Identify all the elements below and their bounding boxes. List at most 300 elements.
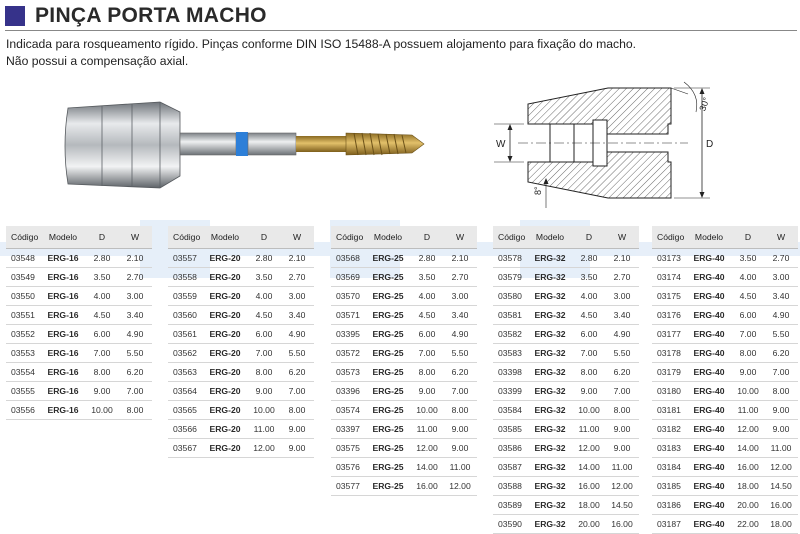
table-row xyxy=(493,382,639,401)
cell-codigo: 03578 xyxy=(493,249,527,268)
cell-codigo: 03558 xyxy=(168,268,202,287)
cell-d: 2.80 xyxy=(573,249,605,268)
cell-d: 14.00 xyxy=(573,458,605,477)
cell-w: 8.00 xyxy=(764,382,798,401)
dimension-d-label: D xyxy=(706,139,714,150)
col-header-modelo: Modelo xyxy=(40,226,86,249)
cell-codigo: 03396 xyxy=(331,382,365,401)
table-row xyxy=(652,268,798,287)
cell-d: 7.00 xyxy=(86,344,118,363)
cell-codigo: 03556 xyxy=(6,401,40,420)
cell-codigo: 03568 xyxy=(331,249,365,268)
table-row xyxy=(6,325,152,344)
cell-d: 4.00 xyxy=(86,287,118,306)
cell-w: 3.40 xyxy=(605,306,639,325)
table-row xyxy=(6,249,152,268)
cell-modelo: ERG-16 xyxy=(40,382,86,401)
cell-d: 4.00 xyxy=(573,287,605,306)
cell-w: 7.00 xyxy=(605,382,639,401)
table-body xyxy=(493,249,639,534)
cell-w: 3.40 xyxy=(280,306,314,325)
table-row xyxy=(331,382,477,401)
cell-modelo: ERG-16 xyxy=(40,249,86,268)
cell-w: 3.00 xyxy=(443,287,477,306)
table-row xyxy=(168,249,314,268)
cell-w: 9.00 xyxy=(280,420,314,439)
table-row xyxy=(493,401,639,420)
table-row xyxy=(6,363,152,382)
cell-modelo: ERG-40 xyxy=(686,249,732,268)
cell-w: 12.00 xyxy=(764,458,798,477)
cell-d: 8.00 xyxy=(732,344,764,363)
cell-codigo: 03580 xyxy=(493,287,527,306)
table-row xyxy=(331,477,477,496)
cell-modelo: ERG-40 xyxy=(686,306,732,325)
cell-codigo: 03590 xyxy=(493,515,527,534)
cell-codigo: 03582 xyxy=(493,325,527,344)
cell-w: 2.10 xyxy=(443,249,477,268)
cell-codigo: 03587 xyxy=(493,458,527,477)
cell-d: 11.00 xyxy=(248,420,280,439)
product-description xyxy=(6,36,786,70)
cell-codigo: 03548 xyxy=(6,249,40,268)
table-row xyxy=(652,458,798,477)
cell-d: 11.00 xyxy=(573,420,605,439)
cell-w: 14.50 xyxy=(605,496,639,515)
cell-codigo: 03585 xyxy=(493,420,527,439)
col-header-d: D xyxy=(248,226,280,249)
cell-codigo: 03589 xyxy=(493,496,527,515)
table-row xyxy=(493,325,639,344)
cell-w: 5.50 xyxy=(280,344,314,363)
cell-w: 3.40 xyxy=(764,287,798,306)
cell-w: 12.00 xyxy=(605,477,639,496)
table-row xyxy=(493,287,639,306)
cell-w: 6.20 xyxy=(118,363,152,382)
table-row xyxy=(331,249,477,268)
cell-modelo: ERG-25 xyxy=(365,382,411,401)
dimension-w-label: W xyxy=(496,139,506,150)
cell-modelo: ERG-16 xyxy=(40,344,86,363)
cell-modelo: ERG-32 xyxy=(527,249,573,268)
cell-d: 11.00 xyxy=(411,420,443,439)
table-row xyxy=(652,344,798,363)
col-header-w: W xyxy=(764,226,798,249)
cell-d: 20.00 xyxy=(732,496,764,515)
cell-d: 14.00 xyxy=(732,439,764,458)
cell-d: 9.00 xyxy=(248,382,280,401)
cell-d: 2.80 xyxy=(248,249,280,268)
table-row xyxy=(168,306,314,325)
cell-w: 7.00 xyxy=(764,363,798,382)
cell-d: 7.00 xyxy=(248,344,280,363)
cell-w: 4.90 xyxy=(118,325,152,344)
cell-d: 3.50 xyxy=(248,268,280,287)
table-row xyxy=(331,458,477,477)
cell-modelo: ERG-16 xyxy=(40,287,86,306)
cell-d: 2.80 xyxy=(86,249,118,268)
cell-modelo: ERG-25 xyxy=(365,325,411,344)
header-accent-square xyxy=(5,6,25,26)
cell-codigo: 03552 xyxy=(6,325,40,344)
cell-d: 20.00 xyxy=(573,515,605,534)
table-row xyxy=(652,363,798,382)
cell-codigo: 03397 xyxy=(331,420,365,439)
cell-modelo: ERG-40 xyxy=(686,515,732,534)
table-body xyxy=(168,249,314,458)
table-row xyxy=(168,268,314,287)
cell-d: 4.50 xyxy=(573,306,605,325)
description-line-2: Não possui a compensação axial. xyxy=(6,54,189,68)
cell-w: 6.20 xyxy=(280,363,314,382)
col-header-d: D xyxy=(732,226,764,249)
table-row xyxy=(331,287,477,306)
col-header-codigo: Código xyxy=(331,226,365,249)
cell-codigo: 03555 xyxy=(6,382,40,401)
col-header-codigo: Código xyxy=(168,226,202,249)
cell-d: 4.50 xyxy=(732,287,764,306)
cell-w: 9.00 xyxy=(605,439,639,458)
cell-codigo: 03573 xyxy=(331,363,365,382)
table-row xyxy=(6,344,152,363)
table-row xyxy=(331,344,477,363)
cell-w: 11.00 xyxy=(764,439,798,458)
cell-d: 6.00 xyxy=(411,325,443,344)
cell-codigo: 03395 xyxy=(331,325,365,344)
cell-modelo: ERG-25 xyxy=(365,268,411,287)
table-row xyxy=(652,515,798,534)
cell-w: 2.10 xyxy=(118,249,152,268)
cell-codigo: 03398 xyxy=(493,363,527,382)
cell-d: 12.00 xyxy=(411,439,443,458)
cell-w: 14.50 xyxy=(764,477,798,496)
cell-w: 9.00 xyxy=(764,401,798,420)
table-row xyxy=(652,249,798,268)
col-header-w: W xyxy=(605,226,639,249)
table-row xyxy=(168,344,314,363)
cell-d: 6.00 xyxy=(86,325,118,344)
table-row xyxy=(331,401,477,420)
table-row xyxy=(652,287,798,306)
cell-modelo: ERG-25 xyxy=(365,363,411,382)
cell-d: 12.00 xyxy=(732,420,764,439)
table-body xyxy=(331,249,477,496)
cell-codigo: 03563 xyxy=(168,363,202,382)
cell-codigo: 03179 xyxy=(652,363,686,382)
cell-d: 10.00 xyxy=(573,401,605,420)
cell-w: 4.90 xyxy=(280,325,314,344)
cell-codigo: 03187 xyxy=(652,515,686,534)
cell-modelo: ERG-25 xyxy=(365,477,411,496)
cell-w: 2.70 xyxy=(280,268,314,287)
table-row xyxy=(493,477,639,496)
table-row xyxy=(652,496,798,515)
cell-w: 8.00 xyxy=(443,401,477,420)
cell-codigo: 03581 xyxy=(493,306,527,325)
table-body xyxy=(6,249,152,420)
cell-modelo: ERG-25 xyxy=(365,401,411,420)
description-line-1: Indicada para rosqueamento rígido. Pinças conforme DIN ISO 15488-A possuem alojamento para fixação do macho. xyxy=(6,37,637,51)
cell-codigo: 03577 xyxy=(331,477,365,496)
cell-codigo: 03588 xyxy=(493,477,527,496)
table-row xyxy=(652,420,798,439)
cell-modelo: ERG-20 xyxy=(202,420,248,439)
cell-w: 4.90 xyxy=(443,325,477,344)
col-header-w: W xyxy=(443,226,477,249)
cell-d: 3.50 xyxy=(86,268,118,287)
cell-w: 4.90 xyxy=(605,325,639,344)
cell-w: 3.00 xyxy=(764,268,798,287)
cell-d: 11.00 xyxy=(732,401,764,420)
cell-modelo: ERG-40 xyxy=(686,496,732,515)
cell-modelo: ERG-32 xyxy=(527,363,573,382)
cell-d: 8.00 xyxy=(573,363,605,382)
table-header-row xyxy=(493,226,639,249)
cell-modelo: ERG-40 xyxy=(686,420,732,439)
cell-w: 9.00 xyxy=(443,420,477,439)
cell-d: 4.00 xyxy=(248,287,280,306)
cell-w: 12.00 xyxy=(443,477,477,496)
cell-codigo: 03182 xyxy=(652,420,686,439)
technical-drawing xyxy=(488,78,758,210)
cell-codigo: 03571 xyxy=(331,306,365,325)
cell-modelo: ERG-20 xyxy=(202,306,248,325)
cell-d: 8.00 xyxy=(248,363,280,382)
cell-w: 2.70 xyxy=(118,268,152,287)
cell-d: 10.00 xyxy=(86,401,118,420)
table-erg40 xyxy=(652,226,798,534)
cell-d: 14.00 xyxy=(411,458,443,477)
cell-d: 6.00 xyxy=(732,306,764,325)
table-row xyxy=(493,363,639,382)
cell-codigo: 03173 xyxy=(652,249,686,268)
cell-d: 7.00 xyxy=(573,344,605,363)
cell-d: 9.00 xyxy=(411,382,443,401)
cell-modelo: ERG-16 xyxy=(40,325,86,344)
cell-codigo: 03572 xyxy=(331,344,365,363)
cell-w: 3.00 xyxy=(118,287,152,306)
cell-d: 3.50 xyxy=(411,268,443,287)
cell-modelo: ERG-40 xyxy=(686,287,732,306)
cell-w: 3.00 xyxy=(605,287,639,306)
cell-modelo: ERG-32 xyxy=(527,306,573,325)
cell-w: 2.70 xyxy=(764,249,798,268)
cell-modelo: ERG-40 xyxy=(686,477,732,496)
col-header-modelo: Modelo xyxy=(686,226,732,249)
cell-codigo: 03560 xyxy=(168,306,202,325)
cell-modelo: ERG-32 xyxy=(527,268,573,287)
cell-codigo: 03180 xyxy=(652,382,686,401)
cell-codigo: 03584 xyxy=(493,401,527,420)
table-header-row xyxy=(168,226,314,249)
cell-w: 9.00 xyxy=(605,420,639,439)
cell-modelo: ERG-25 xyxy=(365,344,411,363)
cell-modelo: ERG-40 xyxy=(686,401,732,420)
cell-codigo: 03579 xyxy=(493,268,527,287)
table-erg20 xyxy=(168,226,314,458)
table-row xyxy=(6,306,152,325)
cell-codigo: 03399 xyxy=(493,382,527,401)
cell-modelo: ERG-25 xyxy=(365,439,411,458)
cell-d: 18.00 xyxy=(732,477,764,496)
table-row xyxy=(493,306,639,325)
col-header-d: D xyxy=(411,226,443,249)
table-row xyxy=(168,401,314,420)
cell-modelo: ERG-40 xyxy=(686,382,732,401)
table-row xyxy=(493,515,639,534)
table-row xyxy=(168,382,314,401)
cell-w: 11.00 xyxy=(605,458,639,477)
table-row xyxy=(6,268,152,287)
cell-w: 7.00 xyxy=(443,382,477,401)
table-row xyxy=(652,382,798,401)
table-row xyxy=(331,363,477,382)
table-row xyxy=(331,268,477,287)
table-row xyxy=(6,287,152,306)
cell-w: 9.00 xyxy=(280,439,314,458)
cell-codigo: 03562 xyxy=(168,344,202,363)
cell-w: 5.50 xyxy=(605,344,639,363)
cell-d: 16.00 xyxy=(411,477,443,496)
table-header-row xyxy=(331,226,477,249)
cell-codigo: 03561 xyxy=(168,325,202,344)
cell-w: 5.50 xyxy=(443,344,477,363)
cell-modelo: ERG-25 xyxy=(365,249,411,268)
cell-d: 22.00 xyxy=(732,515,764,534)
cell-modelo: ERG-20 xyxy=(202,287,248,306)
cell-w: 6.20 xyxy=(443,363,477,382)
cell-codigo: 03175 xyxy=(652,287,686,306)
cell-d: 12.00 xyxy=(573,439,605,458)
table-row xyxy=(6,401,152,420)
cell-modelo: ERG-25 xyxy=(365,458,411,477)
cell-d: 4.00 xyxy=(411,287,443,306)
cell-modelo: ERG-40 xyxy=(686,458,732,477)
table-row xyxy=(493,420,639,439)
table-erg32 xyxy=(493,226,639,534)
cell-w: 5.50 xyxy=(118,344,152,363)
col-header-codigo: Código xyxy=(493,226,527,249)
cell-modelo: ERG-25 xyxy=(365,287,411,306)
cell-w: 11.00 xyxy=(443,458,477,477)
cell-d: 7.00 xyxy=(732,325,764,344)
cell-codigo: 03178 xyxy=(652,344,686,363)
cell-codigo: 03177 xyxy=(652,325,686,344)
table-erg16 xyxy=(6,226,152,420)
cell-d: 4.50 xyxy=(411,306,443,325)
cell-modelo: ERG-25 xyxy=(365,306,411,325)
cell-modelo: ERG-20 xyxy=(202,268,248,287)
table-row xyxy=(493,439,639,458)
cell-d: 3.50 xyxy=(573,268,605,287)
cell-modelo: ERG-16 xyxy=(40,363,86,382)
page-header xyxy=(5,3,797,29)
cell-d: 4.50 xyxy=(86,306,118,325)
cell-d: 18.00 xyxy=(573,496,605,515)
table-header-row xyxy=(652,226,798,249)
table-row xyxy=(652,325,798,344)
cell-modelo: ERG-20 xyxy=(202,363,248,382)
cell-w: 2.70 xyxy=(443,268,477,287)
cell-codigo: 03184 xyxy=(652,458,686,477)
cell-codigo: 03559 xyxy=(168,287,202,306)
cell-d: 16.00 xyxy=(573,477,605,496)
cell-modelo: ERG-16 xyxy=(40,306,86,325)
cell-modelo: ERG-40 xyxy=(686,344,732,363)
table-row xyxy=(331,439,477,458)
page-title: PINÇA PORTA MACHO xyxy=(35,4,267,27)
cell-d: 9.00 xyxy=(86,382,118,401)
cell-w: 6.20 xyxy=(605,363,639,382)
table-row xyxy=(168,363,314,382)
table-row xyxy=(652,439,798,458)
cell-d: 3.50 xyxy=(732,249,764,268)
cell-d: 6.00 xyxy=(573,325,605,344)
table-row xyxy=(331,420,477,439)
angle-30-label: 30° xyxy=(697,96,712,113)
cell-w: 8.00 xyxy=(118,401,152,420)
cell-codigo: 03586 xyxy=(493,439,527,458)
cell-modelo: ERG-40 xyxy=(686,325,732,344)
table-erg25 xyxy=(331,226,477,496)
cell-modelo: ERG-32 xyxy=(527,458,573,477)
cell-d: 2.80 xyxy=(411,249,443,268)
table-body xyxy=(652,249,798,534)
cell-codigo: 03569 xyxy=(331,268,365,287)
cell-modelo: ERG-32 xyxy=(527,344,573,363)
cell-modelo: ERG-20 xyxy=(202,401,248,420)
cell-modelo: ERG-16 xyxy=(40,268,86,287)
cell-codigo: 03551 xyxy=(6,306,40,325)
cell-w: 3.00 xyxy=(280,287,314,306)
table-row xyxy=(6,382,152,401)
table-row xyxy=(493,496,639,515)
cell-modelo: ERG-32 xyxy=(527,439,573,458)
cell-w: 18.00 xyxy=(764,515,798,534)
cell-codigo: 03174 xyxy=(652,268,686,287)
cell-codigo: 03565 xyxy=(168,401,202,420)
table-row xyxy=(493,344,639,363)
cell-d: 10.00 xyxy=(248,401,280,420)
cell-modelo: ERG-32 xyxy=(527,477,573,496)
cell-codigo: 03549 xyxy=(6,268,40,287)
cell-d: 9.00 xyxy=(732,363,764,382)
cell-modelo: ERG-20 xyxy=(202,382,248,401)
cell-d: 4.50 xyxy=(248,306,280,325)
table-header-row xyxy=(6,226,152,249)
cell-codigo: 03570 xyxy=(331,287,365,306)
cell-w: 5.50 xyxy=(764,325,798,344)
cell-codigo: 03553 xyxy=(6,344,40,363)
cell-w: 16.00 xyxy=(605,515,639,534)
cell-codigo: 03185 xyxy=(652,477,686,496)
col-header-d: D xyxy=(86,226,118,249)
cell-modelo: ERG-32 xyxy=(527,382,573,401)
cell-w: 3.40 xyxy=(443,306,477,325)
cell-d: 8.00 xyxy=(411,363,443,382)
cell-modelo: ERG-32 xyxy=(527,401,573,420)
col-header-codigo: Código xyxy=(6,226,40,249)
cell-w: 6.20 xyxy=(764,344,798,363)
cell-w: 8.00 xyxy=(605,401,639,420)
cell-codigo: 03181 xyxy=(652,401,686,420)
cell-codigo: 03574 xyxy=(331,401,365,420)
cell-modelo: ERG-40 xyxy=(686,439,732,458)
cell-modelo: ERG-16 xyxy=(40,401,86,420)
cell-modelo: ERG-40 xyxy=(686,363,732,382)
cell-codigo: 03567 xyxy=(168,439,202,458)
cell-d: 10.00 xyxy=(411,401,443,420)
